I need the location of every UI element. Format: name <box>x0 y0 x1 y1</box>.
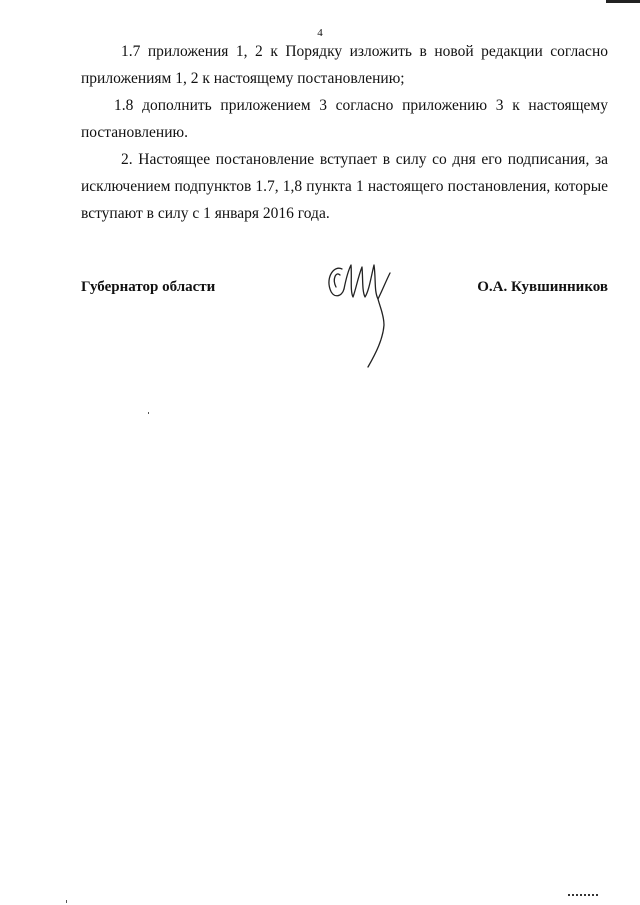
signatory-title: Губернатор области <box>81 279 216 295</box>
scan-edge-mark <box>568 894 598 898</box>
scan-dot <box>148 412 149 414</box>
paragraph-2: 2. Настоящее постановление вступает в силу со дня его подписания, за исключением подпунктов 1.7, 1,8 пункта 1 настоящего постановления, которые вступают в силу с 1 января 2016 года. <box>81 151 608 222</box>
scan-edge-mark <box>606 0 640 3</box>
paragraph-1-7: 1.7 приложения 1, 2 к Порядку изложить в новой редакции согласно приложениям 1, 2 к настоящему постановлению; <box>81 43 608 87</box>
page-number: 4 <box>317 27 323 39</box>
scan-dot <box>66 900 67 903</box>
handwritten-signature <box>318 255 408 370</box>
signatory-name: О.А. Кувшинников <box>477 279 608 295</box>
paragraph-1-8: 1.8 дополнить приложением 3 согласно приложению 3 к настоящему постановлению. <box>81 97 608 141</box>
